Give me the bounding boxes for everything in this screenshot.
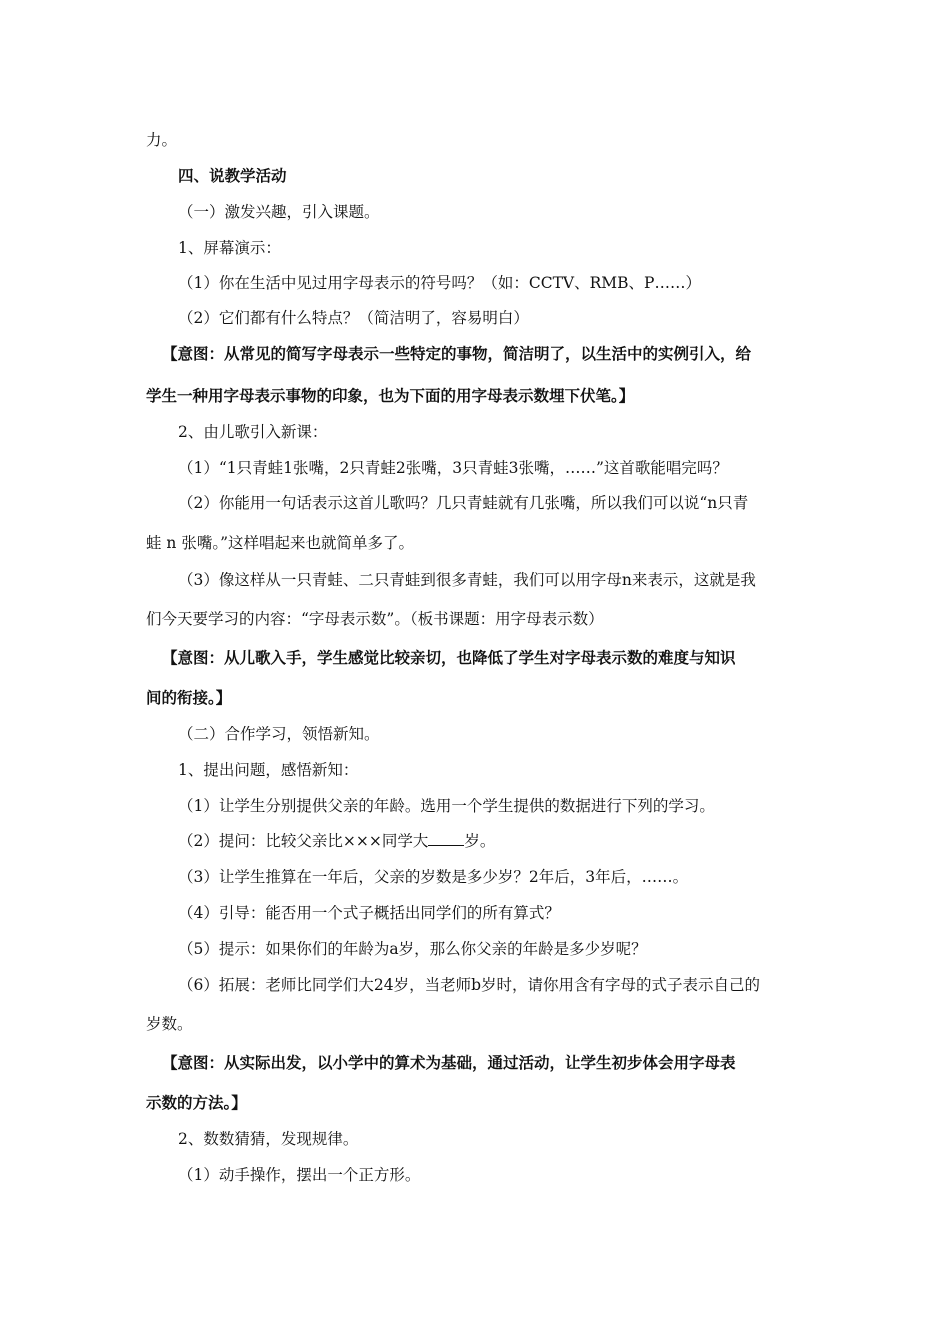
subsection-heading: （二）合作学习，领悟新知。 bbox=[178, 725, 380, 743]
question-text: （2）提问：比较父亲比×××同学大 bbox=[178, 832, 429, 850]
intent-note: 【意图：从实际出发，以小学中的算术为基础，通过活动，让学生初步体会用字母表 bbox=[162, 1054, 736, 1072]
text-line: 1、提出问题，感悟新知： bbox=[178, 761, 359, 779]
text-line: （1）动手操作，摆出一个正方形。 bbox=[178, 1166, 421, 1184]
answer-blank bbox=[428, 831, 464, 846]
text-line: （4）引导：能否用一个式子概括出同学们的所有算式？ bbox=[178, 904, 560, 922]
text-line: （3）像这样从一只青蛙、二只青蛙到很多青蛙，我们可以用字母n来表示，这就是我 bbox=[178, 571, 756, 589]
intent-note: 学生一种用字母表示事物的印象，也为下面的用字母表示数埋下伏笔。】 bbox=[146, 387, 635, 405]
text-line: 2、由儿歌引入新课： bbox=[178, 423, 328, 441]
text-line: （2）你能用一句话表示这首儿歌吗？几只青蛙就有几张嘴，所以我们可以说“n只青 bbox=[178, 494, 749, 512]
text-line: 岁数。 bbox=[146, 1015, 193, 1033]
text-line: 蛙 n 张嘴。”这样唱起来也就简单多了。 bbox=[146, 534, 415, 552]
text-line: 2、数数猜猜，发现规律。 bbox=[178, 1130, 359, 1148]
question-unit: 岁。 bbox=[464, 832, 496, 850]
text-line: （6）拓展：老师比同学们大24岁，当老师b岁时，请你用含有字母的式子表示自己的 bbox=[178, 976, 761, 994]
text-line: （1）你在生活中见过用字母表示的符号吗？（如：CCTV、RMB、P……） bbox=[178, 274, 701, 292]
section-heading: 四、说教学活动 bbox=[178, 167, 287, 185]
text-line bbox=[178, 831, 495, 851]
intent-note: 【意图：从常见的简写字母表示一些特定的事物，简洁明了，以生活中的实例引入，给 bbox=[162, 345, 752, 363]
text-line: 力。 bbox=[146, 131, 178, 149]
text-line: （1）“1只青蛙1张嘴，2只青蛙2张嘴，3只青蛙3张嘴，……”这首歌能唱完吗？ bbox=[178, 459, 728, 477]
text-line: （1）让学生分别提供父亲的年龄。选用一个学生提供的数据进行下列的学习。 bbox=[178, 797, 715, 815]
text-line: 们今天要学习的内容：“字母表示数”。（板书课题：用字母表示数） bbox=[146, 610, 604, 628]
subsection-heading: （一）激发兴趣，引入课题。 bbox=[178, 203, 380, 221]
text-line: 1、屏幕演示： bbox=[178, 239, 281, 257]
text-line: （5）提示：如果你们的年龄为a岁，那么你父亲的年龄是多少岁呢？ bbox=[178, 940, 647, 958]
text-line: （3）让学生推算在一年后，父亲的岁数是多少岁？2年后，3年后，……。 bbox=[178, 868, 689, 886]
intent-note: 示数的方法。】 bbox=[146, 1094, 247, 1112]
intent-note: 间的衔接。】 bbox=[146, 689, 232, 707]
text-line: （2）它们都有什么特点？（简洁明了，容易明白） bbox=[178, 309, 529, 327]
intent-note: 【意图：从儿歌入手，学生感觉比较亲切，也降低了学生对字母表示数的难度与知识 bbox=[162, 649, 736, 667]
